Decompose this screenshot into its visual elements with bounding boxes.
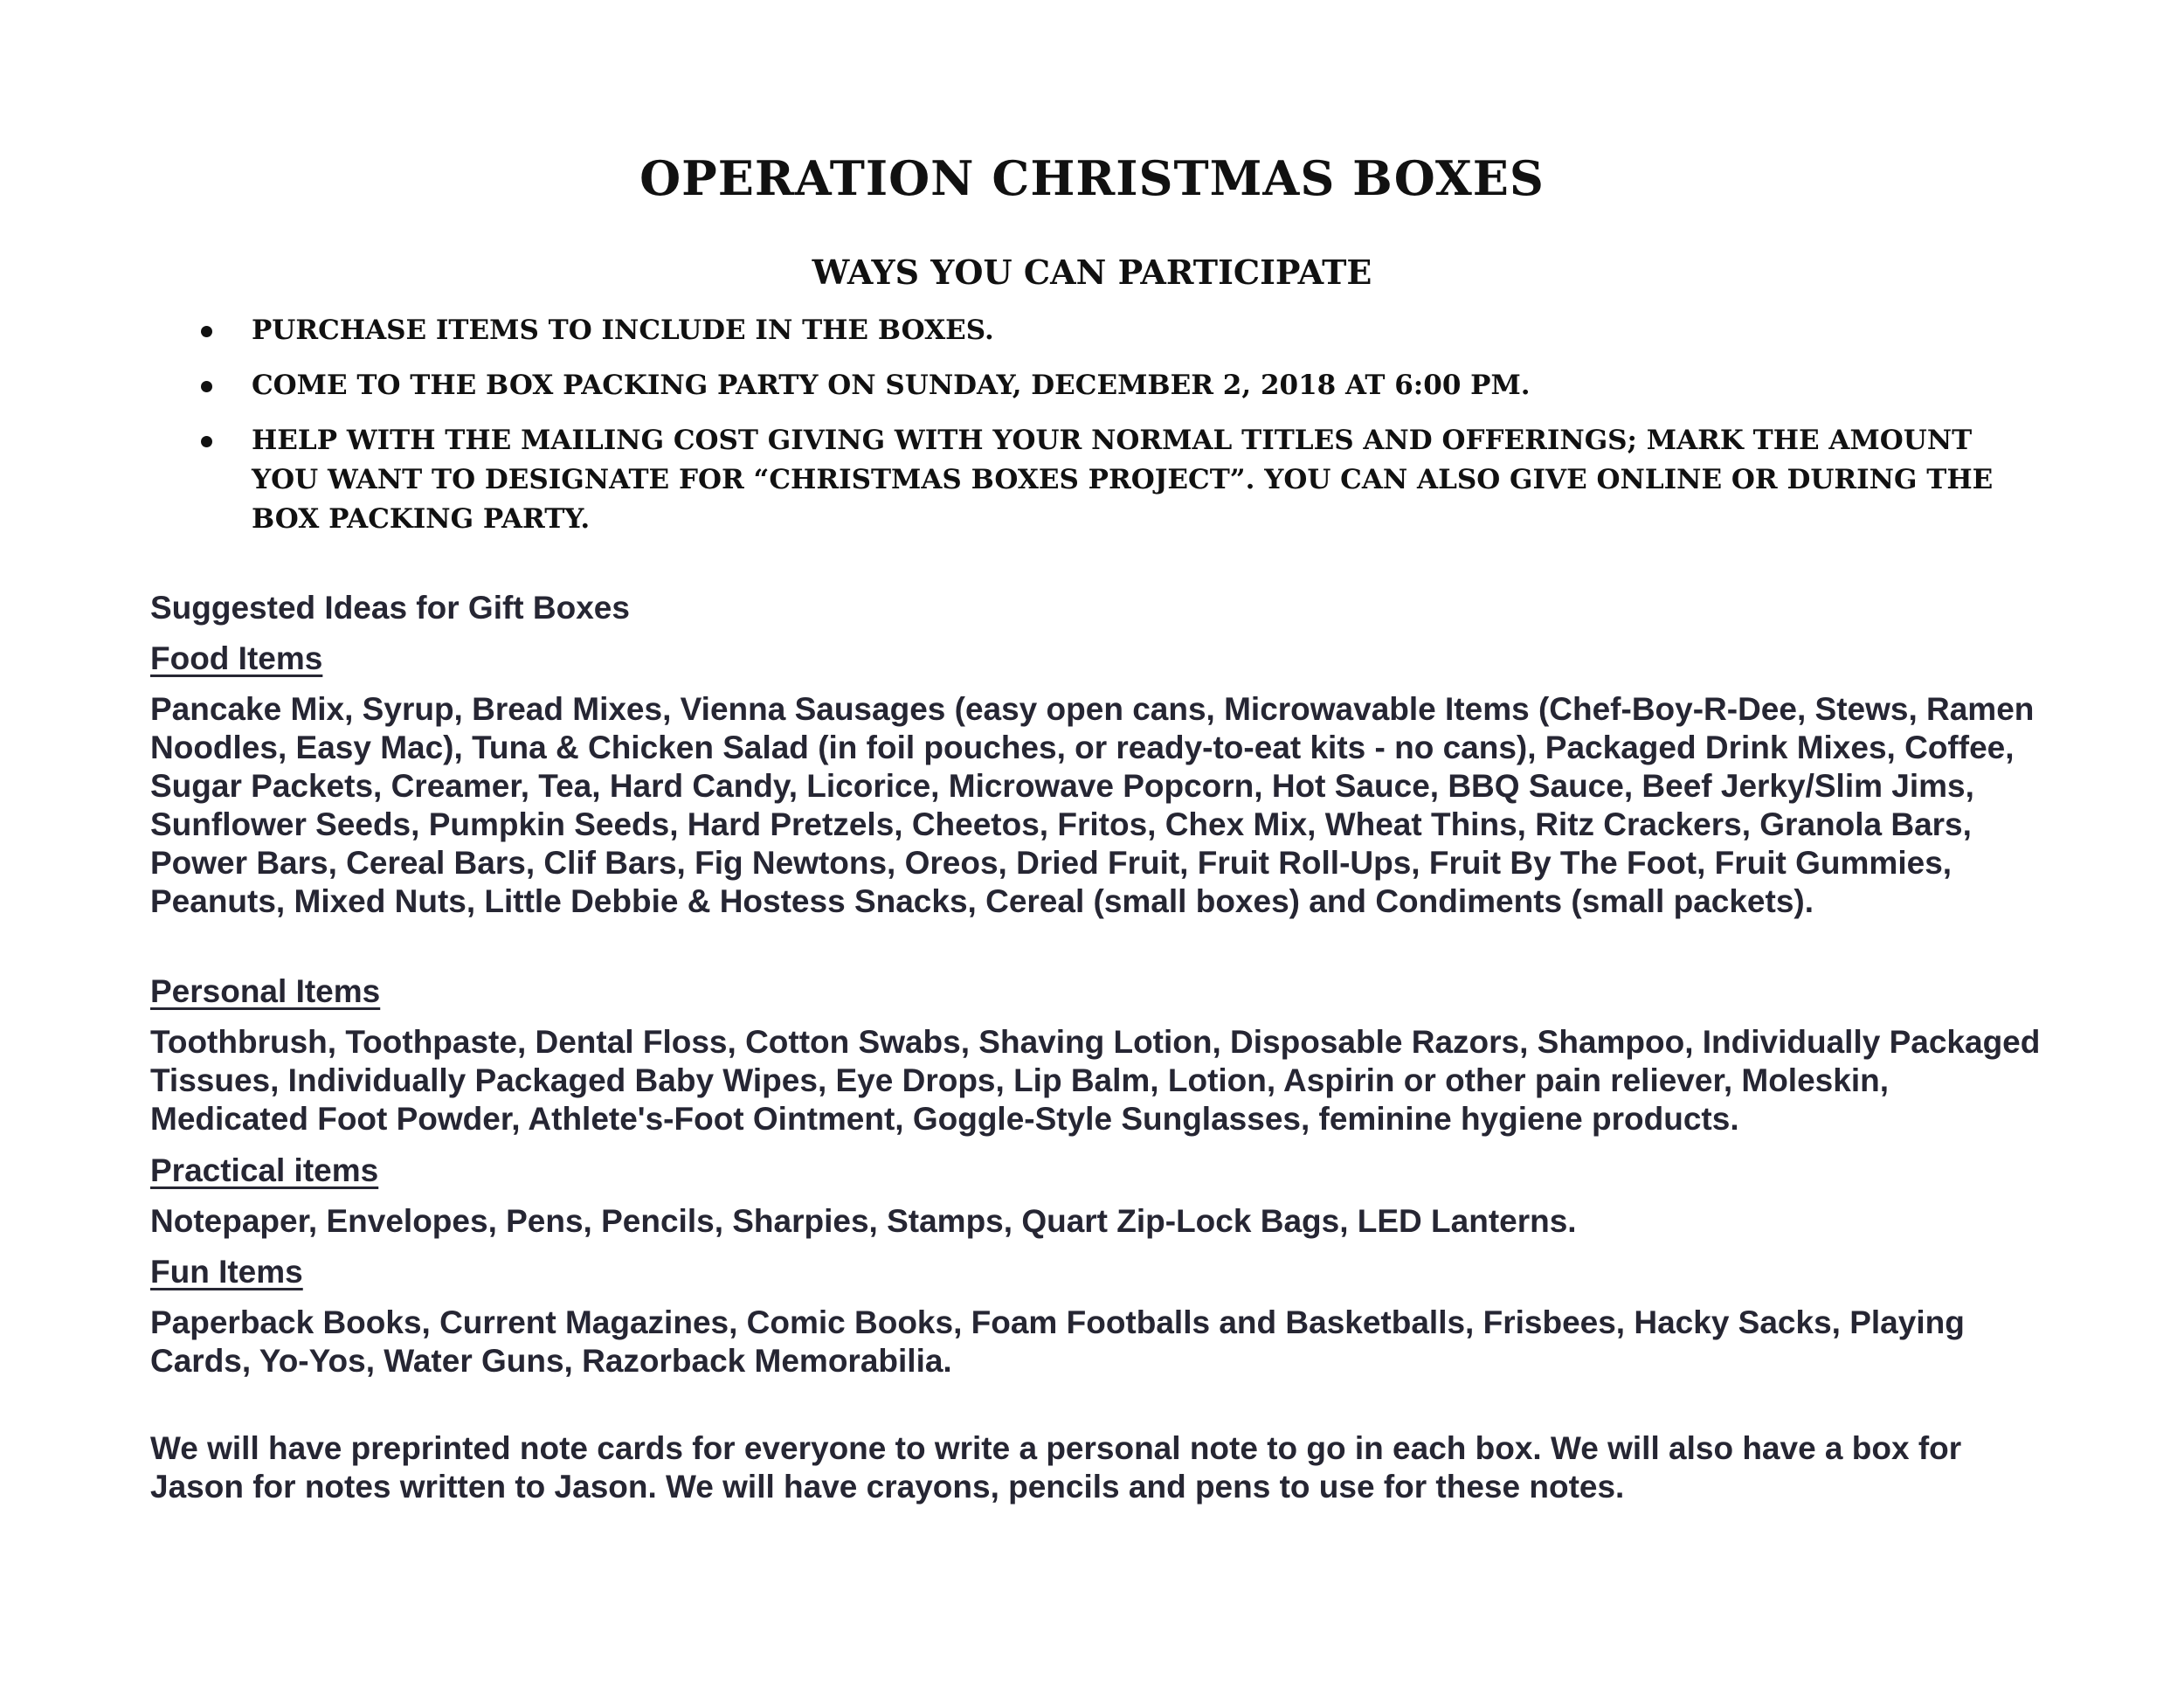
fun-items-text: Paperback Books, Current Magazines, Comic Books, Foam Footballs and Basketballs, Frisbees, Hacky Sacks, Playing Cards, Yo-Yos, Water Guns, Razorback Memorabilia. bbox=[150, 1304, 1965, 1379]
participation-item-text: COME TO THE BOX PACKING PARTY ON SUNDAY, DECEMBER 2, 2018 AT 6:00 PM. bbox=[252, 370, 1531, 401]
personal-items-text: Toothbrush, Toothpaste, Dental Floss, Cotton Swabs, Shaving Lotion, Disposable Razors, Shampoo, Individually Packaged Tissues, Individually Packaged Baby Wipes, Eye Drops, Lip Balm, Lotion, Aspirin or other pain reliever, Moleskin, Medicated Foot Powder, Athlete's-Foot Ointment, Goggle-Style Sunglasses, feminine hygiene products. bbox=[150, 1024, 2041, 1137]
participation-item bbox=[201, 421, 2001, 539]
personal-items-heading: Personal Items bbox=[150, 973, 381, 1009]
participation-list bbox=[201, 311, 2001, 555]
participation-item bbox=[201, 311, 2001, 350]
participation-item bbox=[201, 366, 2001, 405]
gift-ideas-intro: Suggested Ideas for Gift Boxes bbox=[150, 590, 630, 626]
note-cards-paragraph: We will have preprinted note cards for everyone to write a personal note to go in each box. We will also have a box for Jason for notes written to Jason. We will have crayons, pencils and pens to use for these notes. bbox=[150, 1430, 1962, 1505]
practical-items-text: Notepaper, Envelopes, Pens, Pencils, Sharpies, Stamps, Quart Zip-Lock Bags, LED Lanterns. bbox=[150, 1203, 1577, 1239]
food-items-heading: Food Items bbox=[150, 640, 323, 676]
bullet-icon bbox=[201, 326, 212, 337]
food-items-text: Pancake Mix, Syrup, Bread Mixes, Vienna Sausages (easy open cans, Microwavable Items (Chef-Boy-R-Dee, Stews, Ramen Noodles, Easy Mac), Tuna & Chicken Salad (in foil pouches, or ready-to-eat kits - no cans), Packaged Drink Mixes, Coffee, Sugar Packets, Creamer, Tea, Hard Candy, Licorice, Microwave Popcorn, Hot Sauce, BBQ Sauce, Beef Jerky/Slim Jims, Sunflower Seeds, Pumpkin Seeds, Hard Pretzels, Cheetos, Fritos, Chex Mix, Wheat Thins, Ritz Crackers, Granola Bars, Power Bars, Cereal Bars, Clif Bars, Fig Newtons, Oreos, Dried Fruit, Fruit Roll-Ups, Fruit By The Foot, Fruit Gummies, Peanuts, Mixed Nuts, Little Debbie & Hostess Snacks, Cereal (small boxes) and Condiments (small packets). bbox=[150, 691, 2035, 919]
practical-items-heading: Practical items bbox=[150, 1152, 379, 1188]
participation-item-text: PURCHASE ITEMS TO INCLUDE IN THE BOXES. bbox=[252, 315, 994, 346]
document-title: OPERATION CHRISTMAS BOXES bbox=[639, 150, 1545, 206]
participate-subtitle: WAYS YOU CAN PARTICIPATE bbox=[812, 253, 1372, 292]
bullet-icon bbox=[201, 381, 212, 392]
participation-item-text: HELP WITH THE MAILING COST GIVING WITH YOUR NORMAL TITLES AND OFFERINGS; MARK THE AMOUNT YOU WANT TO DESIGNATE FOR “CHRISTMAS BOXES PROJECT”. YOU CAN ALSO GIVE ONLINE OR DURING THE BOX PACKING PARTY. bbox=[252, 425, 1994, 535]
fun-items-heading: Fun Items bbox=[150, 1254, 303, 1290]
bullet-icon bbox=[201, 436, 212, 447]
